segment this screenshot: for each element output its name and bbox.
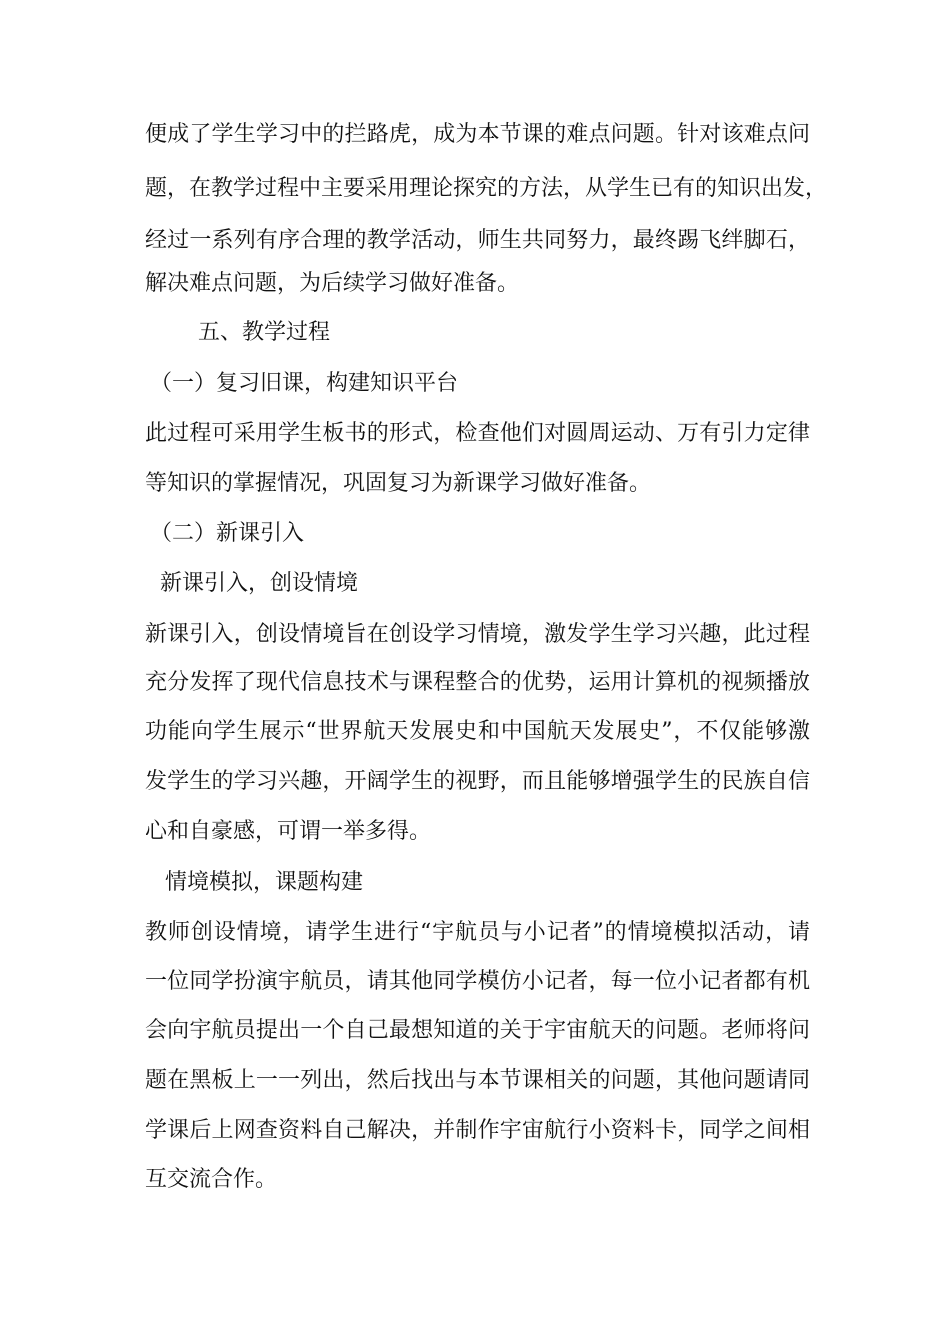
paragraph-line: 便成了学生学习中的拦路虎，成为本节课的难点问题。针对该难点问 — [145, 122, 810, 147]
paragraph-line: 新课引入，创设情境旨在创设学习情境，激发学生学习兴趣，此过程 — [145, 622, 810, 647]
paragraph-line: 题，在教学过程中主要采用理论探究的方法，从学生已有的知识出发， — [145, 176, 828, 201]
paragraph-line: 教师创设情境，请学生进行“宇航员与小记者”的情境模拟活动，请 — [145, 920, 810, 945]
paragraph-line: 充分发挥了现代信息技术与课程整合的优势，运用计算机的视频播放 — [145, 670, 810, 695]
paragraph-line: 会向宇航员提出一个自己最想知道的关于宇宙航天的问题。老师将问 — [145, 1018, 810, 1043]
paragraph-line: 发学生的学习兴趣，开阔学生的视野，而且能够增强学生的民族自信 — [145, 769, 810, 794]
subsection-heading: （二）新课引入 — [150, 521, 305, 546]
paragraph-line: 此过程可采用学生板书的形式，检查他们对圆周运动、万有引力定律 — [145, 421, 810, 446]
paragraph-line: 经过一系列有序合理的教学活动，师生共同努力，最终踢飞绊脚石， — [145, 228, 810, 253]
paragraph-line: 心和自豪感，可谓一举多得。 — [145, 819, 432, 844]
paragraph-line: 互交流合作。 — [145, 1167, 278, 1192]
subsection-title: 情境模拟，课题构建 — [165, 870, 364, 895]
paragraph-line: 解决难点问题，为后续学习做好准备。 — [145, 271, 520, 296]
paragraph-line: 学课后上网查资料自己解决，并制作宇宙航行小资料卡，同学之间相 — [145, 1118, 810, 1143]
subsection-heading: （一）复习旧课，构建知识平台 — [150, 371, 459, 396]
paragraph-line: 一位同学扮演宇航员，请其他同学模仿小记者，每一位小记者都有机 — [145, 969, 810, 994]
subsection-title: 新课引入，创设情境 — [160, 571, 359, 596]
section-heading: 五、教学过程 — [198, 320, 331, 345]
paragraph-line: 等知识的掌握情况，巩固复习为新课学习做好准备。 — [145, 471, 652, 496]
paragraph-line: 功能向学生展示“世界航天发展史和中国航天发展史”，不仅能够激 — [145, 719, 810, 744]
paragraph-line: 题在黑板上一一列出，然后找出与本节课相关的问题，其他问题请同 — [145, 1068, 810, 1093]
